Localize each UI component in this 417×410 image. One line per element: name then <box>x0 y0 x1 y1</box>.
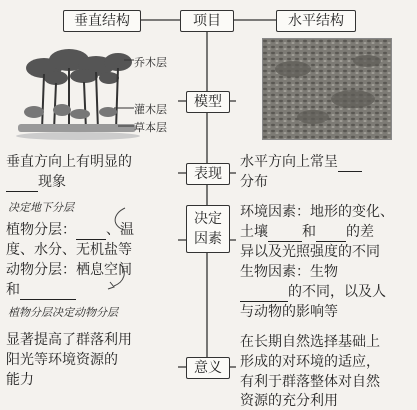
left-factor-line1: 植物分层： 、温 <box>6 222 134 238</box>
right-meaning-line4: 资源的充分利用 <box>240 393 338 409</box>
blank-growth-traits <box>240 287 288 302</box>
header-horizontal-structure: 水平结构 <box>276 10 356 32</box>
shrub-layer-label: 灌木层 <box>134 103 167 116</box>
right-factor-line2: 土壤 和 的差 <box>240 224 374 240</box>
header-item: 项目 <box>180 10 234 32</box>
blank-food-conditions <box>20 285 76 300</box>
right-meaning-line3: 有利于群落整体对自然 <box>240 374 380 390</box>
blank-salinity <box>316 227 346 242</box>
herb-layer-label: 草本层 <box>134 121 167 134</box>
row-label-factors-line1: 决定 <box>194 211 222 227</box>
horizontal-patches-photo <box>262 38 392 140</box>
left-manifest-line1: 垂直方向上有明显的 <box>6 154 132 170</box>
row-label-model: 模型 <box>186 91 230 113</box>
blank-humidity <box>268 227 302 242</box>
header-vertical-structure: 垂直结构 <box>63 10 141 32</box>
row-label-meaning: 意义 <box>186 357 230 379</box>
left-meaning-line1: 显著提高了群落利用 <box>6 332 132 348</box>
left-factor-line3: 动物分层：栖息空间 <box>6 262 132 278</box>
handwritten-note-underground: 决定地下分层 <box>8 201 74 214</box>
row-label-factors-line2: 因素 <box>194 231 222 247</box>
left-factor-line2: 度、水分、无机盐等 <box>6 242 132 258</box>
right-manifest-line2: 分布 <box>240 174 268 190</box>
right-meaning-line1: 在长期自然选择基础上 <box>240 334 380 350</box>
blank-stratification <box>6 177 38 192</box>
blank-patchy <box>338 157 362 172</box>
left-factor-line4: 和 <box>6 280 76 300</box>
row-label-determining-factors <box>186 205 230 253</box>
right-factor-line1: 环境因素：地形的变化、 <box>240 204 394 220</box>
left-meaning-line3: 能力 <box>6 372 34 388</box>
handwritten-note-plants-determine-animals: 植物分层决定动物分层 <box>8 306 118 319</box>
forest-layers-illustration <box>14 38 144 140</box>
right-factor-line6: 与动物的影响等 <box>240 304 338 320</box>
left-manifest-line2: 现象 <box>6 172 66 192</box>
right-factor-line5: 的不同，以及人 <box>240 282 386 302</box>
right-manifest-line1: 水平方向上常呈 <box>240 152 362 172</box>
tree-layer-label: 乔木层 <box>134 56 167 69</box>
right-factor-line3: 异以及光照强度的不同 <box>240 244 380 260</box>
right-meaning-line2: 形成的对环境的适应， <box>240 354 380 370</box>
left-meaning-line2: 阳光等环境资源的 <box>6 352 118 368</box>
row-label-manifestation: 表现 <box>186 163 230 185</box>
blank-light <box>76 225 106 240</box>
right-factor-line4: 生物因素：生物 <box>240 264 338 280</box>
